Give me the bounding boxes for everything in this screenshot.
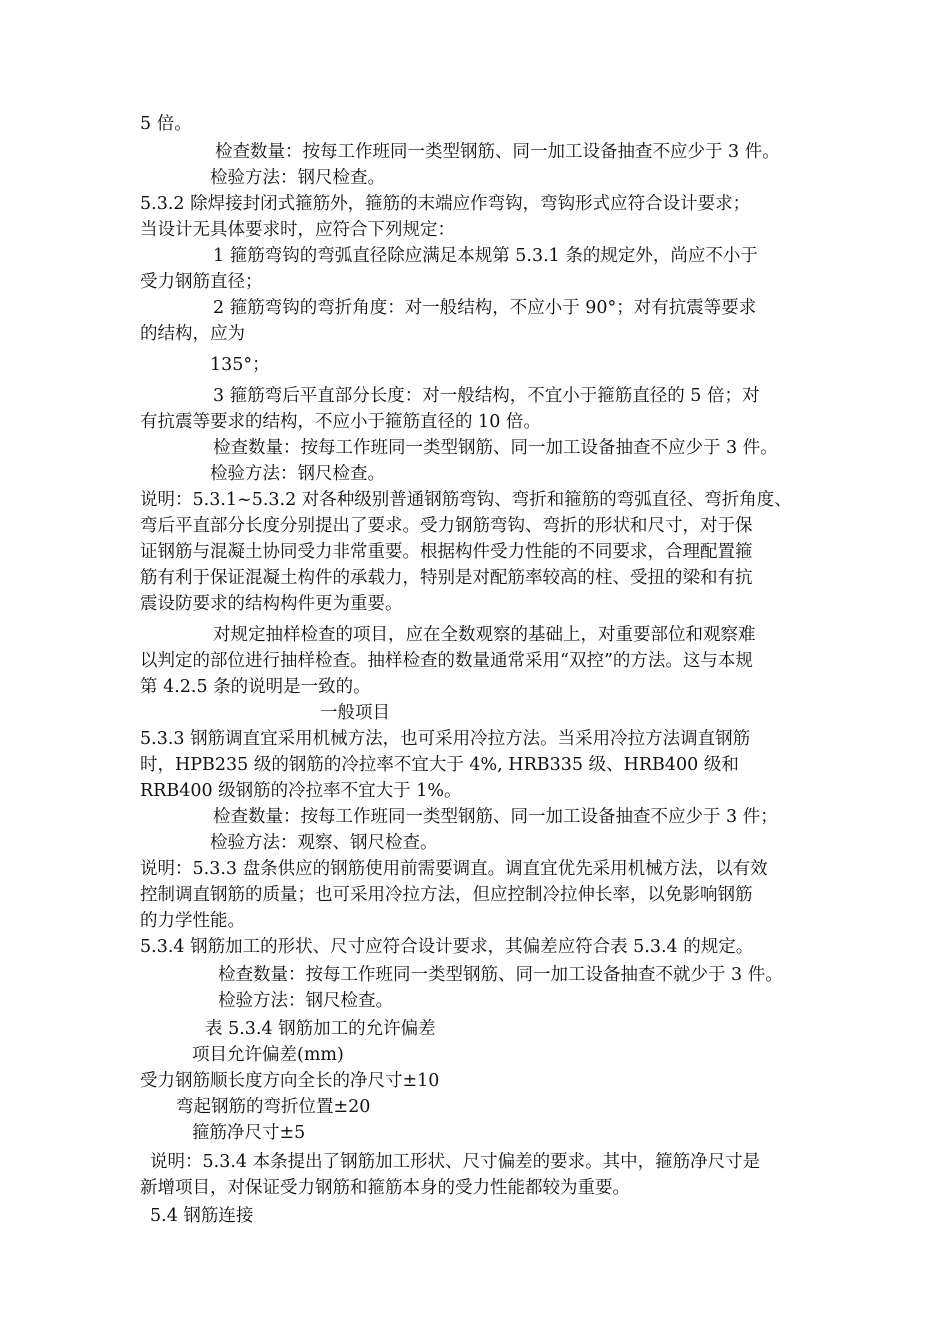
section-5-3-4: 5.3.4 钢筋加工的形状、尺寸应符合设计要求，其偏差应符合表 5.3.4 的规定。 [140, 937, 754, 957]
text-line: 以判定的部位进行抽样检查。抽样检查的数量通常采用“双控”的方法。这与本规 [140, 651, 753, 671]
text-line: 对规定抽样检查的项目，应在全数观察的基础上，对重要部位和观察难 [213, 625, 756, 645]
text-line: 检验方法：钢尺检查。 [210, 464, 385, 484]
text-line: 新增项目，对保证受力钢筋和箍筋本身的受力性能都较为重要。 [140, 1178, 630, 1198]
text-line: 第 4.2.5 条的说明是一致的。 [140, 677, 371, 697]
section-5-4-heading: 5.4 钢筋连接 [150, 1206, 254, 1226]
text-line: 2 箍筋弯钩的弯折角度：对一般结构，不应小于 90°；对有抗震等要求 [213, 298, 757, 318]
table-row: 弯起钢筋的弯折位置±20 [176, 1097, 371, 1117]
table-header: 项目允许偏差(mm) [192, 1045, 344, 1065]
text-line: 的结构，应为 [140, 324, 245, 344]
text-line: 检查数量：按每工作班同一类型钢筋、同一加工设备抽查不应少于 3 件。 [215, 142, 780, 162]
text-line: 震设防要求的结构构件更为重要。 [140, 594, 403, 614]
text-line: 弯后平直部分长度分别提出了要求。受力钢筋弯钩、弯折的形状和尺寸，对于保 [140, 516, 753, 536]
text-line: 的力学性能。 [140, 911, 245, 931]
text-line: 1 箍筋弯钩的弯弧直径除应满足本规第 5.3.1 条的规定外，尚应不小于 [213, 246, 758, 266]
text-line: 说明：5.3.3 盘条供应的钢筋使用前需要调直。调直宜优先采用机械方法，以有效 [140, 859, 768, 879]
text-line: 控制调直钢筋的质量；也可采用冷拉方法，但应控制冷拉伸长率，以免影响钢筋 [140, 885, 753, 905]
text-line: 检验方法：钢尺检查。 [218, 991, 393, 1011]
text-line: 3 箍筋弯后平直部分长度：对一般结构，不宜小于箍筋直径的 5 倍；对 [213, 386, 760, 406]
text-line: 说明：5.3.4 本条提出了钢筋加工形状、尺寸偏差的要求。其中，箍筋净尺寸是 [150, 1152, 761, 1172]
text-line: 5 倍。 [140, 114, 192, 134]
text-line: 检验方法：观察、钢尺检查。 [210, 833, 438, 853]
text-line: 说明：5.3.1~5.3.2 对各种级别普通钢筋弯钩、弯折和箍筋的弯弧直径、弯折角度、 [140, 490, 792, 510]
section-5-3-2: 5.3.2 除焊接封闭式箍筋外，箍筋的末端应作弯钩，弯钩形式应符合设计要求； [140, 194, 751, 214]
text-line: 受力钢筋直径； [140, 272, 263, 292]
text-line: 有抗震等要求的结构，不应小于箍筋直径的 10 倍。 [140, 412, 541, 432]
subsection-heading: 一般项目 [320, 703, 390, 723]
text-line: 当设计无具体要求时，应符合下列规定： [140, 220, 455, 240]
text-line: 检验方法：钢尺检查。 [210, 168, 385, 188]
text-line: 135°； [210, 355, 270, 375]
table-row: 受力钢筋顺长度方向全长的净尺寸±10 [140, 1071, 440, 1091]
text-line: 检查数量：按每工作班同一类型钢筋、同一加工设备抽查不应少于 3 件。 [213, 438, 778, 458]
text-line: 检查数量：按每工作班同一类型钢筋、同一加工设备抽查不应少于 3 件； [213, 807, 778, 827]
table-caption: 表 5.3.4 钢筋加工的允许偏差 [205, 1019, 436, 1039]
text-line: 证钢筋与混凝土协同受力非常重要。根据构件受力性能的不同要求，合理配置箍 [140, 542, 753, 562]
text-line: 时，HPB235 级的钢筋的冷拉率不宜大于 4%, HRB335 级、HRB400 级和 [140, 755, 739, 775]
text-line: RRB400 级钢筋的冷拉率不宜大于 1%。 [140, 781, 462, 801]
text-line: 筋有利于保证混凝土构件的承载力，特别是对配筋率较高的柱、受扭的梁和有抗 [140, 568, 753, 588]
section-5-3-3: 5.3.3 钢筋调直宜采用机械方法，也可采用冷拉方法。当采用冷拉方法调直钢筋 [140, 729, 751, 749]
text-line: 检查数量：按每工作班同一类型钢筋、同一加工设备抽查不就少于 3 件。 [218, 965, 783, 985]
table-row: 箍筋净尺寸±5 [192, 1123, 306, 1143]
